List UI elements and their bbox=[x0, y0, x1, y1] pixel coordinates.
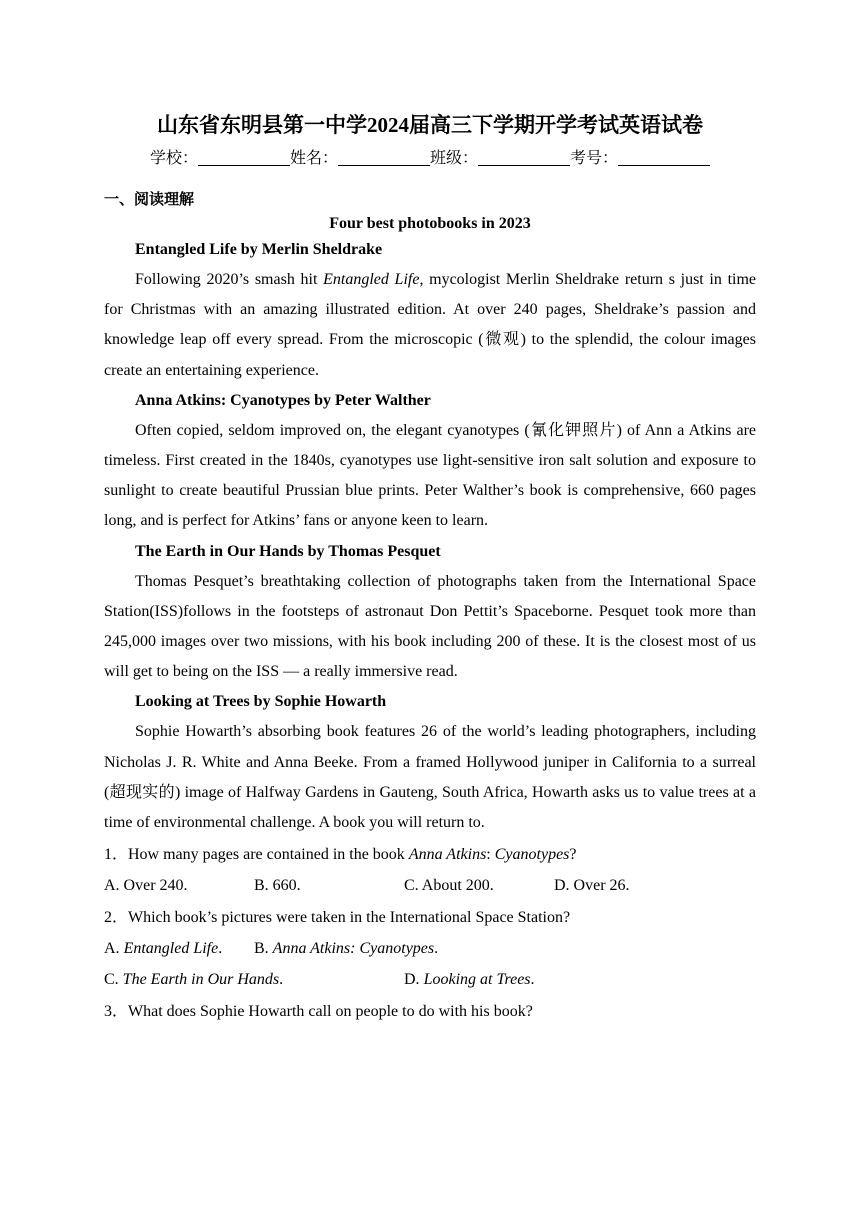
option-d[interactable] bbox=[404, 964, 535, 995]
option-d[interactable]: D. Over 26. bbox=[554, 877, 630, 895]
option-end: . bbox=[530, 971, 535, 989]
option-title: Anna Atkins: Cyanotypes bbox=[272, 940, 435, 958]
book-paragraph bbox=[104, 265, 756, 386]
exam-page bbox=[104, 108, 756, 1027]
option-b[interactable]: B. 660. bbox=[254, 877, 301, 895]
book-paragraph: Often copied, seldom improved on, the elegant cyanotypes (氰化钾照片) of Ann a Atkins are timeless. First created in the 1840s, cyanotypes use light-sensitive iron salt solution and exposure to sunlight to create beautiful Prussian blue prints. Peter Walther’s book is comprehensive, 660 pages long, and is perfect for Atkins’ fans or anyone keen to learn. bbox=[104, 421, 756, 530]
option-letter: D. bbox=[404, 971, 424, 989]
option-c[interactable] bbox=[104, 964, 404, 995]
option-b[interactable] bbox=[254, 933, 438, 964]
paragraph-text: Following 2020’s smash hit bbox=[135, 271, 324, 288]
name-label: 姓名： bbox=[289, 148, 338, 167]
class-label: 班级： bbox=[430, 148, 479, 167]
paragraph-text: , mycologist Merlin Sheldrake return s just in time for Christmas with an amazing illustrated edition. At over 240 pages, Sheldrake’s passion and knowledge leap off every spread. From the microscopic (微观) to the splendid, the colour images create an entertaining experience. bbox=[104, 271, 757, 379]
book-heading: Looking at Trees by Sophie Howarth bbox=[135, 693, 387, 711]
question-stem: 3．What does Sophie Howarth call on people to do with his book? bbox=[104, 1003, 533, 1021]
class-blank[interactable] bbox=[478, 151, 570, 166]
option-end: . bbox=[434, 940, 439, 958]
school-blank[interactable] bbox=[198, 151, 290, 166]
stem-italic: Anna Atkins bbox=[408, 846, 487, 864]
number-blank[interactable] bbox=[618, 151, 710, 166]
name-blank[interactable] bbox=[338, 151, 430, 166]
stem-text: ? bbox=[569, 846, 577, 864]
book-heading: Anna Atkins: Cyanotypes by Peter Walther bbox=[135, 391, 431, 409]
book-title-italic: Entangled Life bbox=[323, 271, 420, 288]
book-heading: The Earth in Our Hands by Thomas Pesquet bbox=[135, 542, 441, 560]
option-letter: C. bbox=[104, 971, 123, 989]
book-paragraph: Thomas Pesquet’s breathtaking collection of photographs taken from the International Space Station(ISS)follows in the footsteps of astronaut Don Pettit’s Spaceborne. Pesquet took more than 245,000 images over two missions, with his book including 200 of these. It is the closest most of us will get to being on the ISS — a really immersive read. bbox=[104, 572, 756, 681]
option-row bbox=[104, 964, 756, 995]
page-title: 山东省东明县第一中学2024届高三下学期开学考试英语试卷 bbox=[157, 113, 703, 137]
option-end: . bbox=[218, 940, 223, 958]
book-heading: Entangled Life by Merlin Sheldrake bbox=[135, 241, 383, 258]
student-info-line bbox=[104, 144, 756, 172]
option-row bbox=[104, 933, 756, 964]
school-label: 学校： bbox=[149, 148, 198, 167]
option-c[interactable]: C. About 200. bbox=[404, 877, 494, 895]
option-letter: B. bbox=[254, 940, 273, 958]
option-a[interactable] bbox=[104, 933, 254, 964]
option-a[interactable]: A. Over 240. bbox=[104, 877, 188, 895]
number-label: 考号： bbox=[570, 148, 619, 167]
option-row bbox=[104, 870, 756, 901]
option-title: Looking at Trees bbox=[423, 971, 531, 989]
stem-text: : bbox=[486, 846, 495, 864]
question-stem: 2．Which book’s pictures were taken in the International Space Station? bbox=[104, 909, 571, 927]
book-paragraph: Sophie Howarth’s absorbing book features 26 of the world’s leading photographers, including Nicholas J. R. White and Anna Beeke. From a framed Hollywood juniper in California to a surreal (超现实的) image of Halfway Gardens in Gauteng, South Africa, Howarth asks us to value trees at a time of environmental challenge. A book you will return to. bbox=[104, 723, 756, 832]
option-title: Entangled Life bbox=[123, 940, 219, 958]
question-stem bbox=[104, 839, 756, 870]
option-end: . bbox=[279, 971, 284, 989]
stem-text: 1．How many pages are contained in the book bbox=[104, 846, 409, 864]
option-title: The Earth in Our Hands bbox=[122, 971, 280, 989]
stem-italic: Cyanotypes bbox=[494, 846, 570, 864]
option-letter: A. bbox=[104, 940, 124, 958]
passage-title: Four best photobooks in 2023 bbox=[329, 215, 531, 232]
section-heading: 一、阅读理解 bbox=[104, 190, 195, 208]
